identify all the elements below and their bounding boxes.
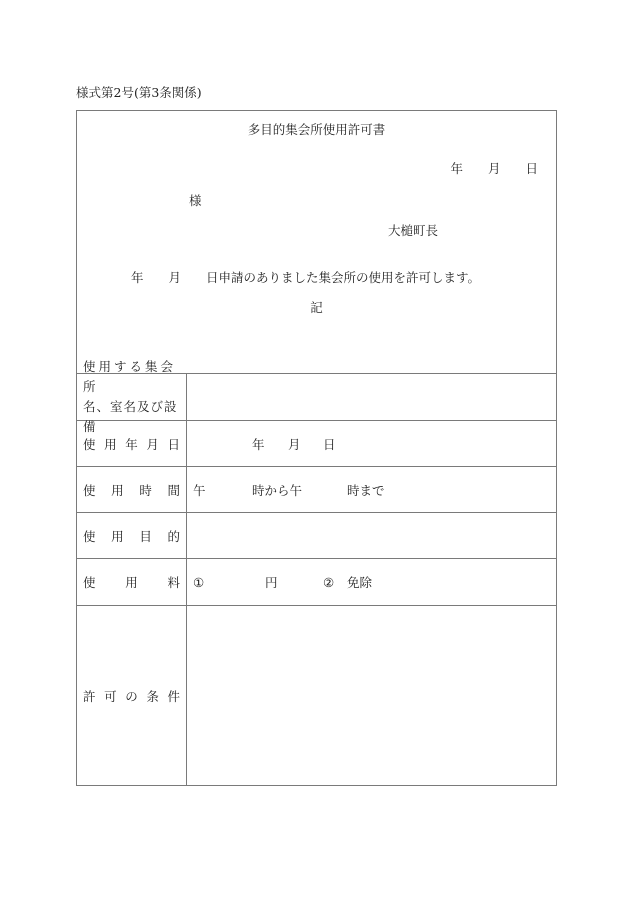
addressee: 様	[189, 193, 202, 208]
option-fee-exempt: ②	[323, 574, 335, 590]
label-line: 名、室名及び設備	[83, 399, 178, 434]
label-usage-purpose: 使 用 目 的	[77, 513, 187, 558]
permit-details-table	[77, 359, 556, 786]
option-fee-amount: ①	[193, 574, 205, 590]
value-facility[interactable]	[187, 374, 556, 420]
issuer: 大槌町長	[388, 223, 439, 238]
ki-heading: 記	[310, 300, 323, 315]
label-line: 使用する集会所	[83, 359, 177, 394]
value-permit-conditions[interactable]	[187, 606, 556, 786]
row-usage-purpose	[77, 513, 556, 559]
form-number: 様式第2号(第3条関係)	[76, 85, 202, 100]
permit-header	[77, 111, 556, 374]
row-facility	[77, 359, 556, 434]
permit-statement: 年 月 日申請のありました集会所の使用を許可します。	[131, 270, 481, 285]
label-usage-time: 使 用 時 間	[77, 467, 187, 512]
value-usage-purpose[interactable]	[187, 513, 556, 558]
value-usage-fee[interactable]: ① 円 ② 免除	[193, 574, 373, 590]
value-usage-date[interactable]: 年 月 日	[252, 436, 336, 452]
label-facility	[77, 359, 187, 434]
row-usage-fee	[77, 559, 556, 606]
value-usage-time[interactable]: 午 時から午 時まで	[193, 482, 385, 498]
permit-form	[76, 110, 557, 786]
label-permit-conditions: 許 可 の 条 件	[77, 606, 187, 786]
label-usage-fee: 使 用 料	[77, 559, 187, 605]
row-permit-conditions	[77, 606, 556, 786]
row-usage-date	[77, 421, 556, 467]
issue-date: 年 月 日	[450, 161, 538, 176]
label-usage-date: 使 用 年 月 日	[77, 421, 187, 466]
row-usage-time	[77, 467, 556, 513]
document-title: 多目的集会所使用許可書	[247, 122, 386, 137]
